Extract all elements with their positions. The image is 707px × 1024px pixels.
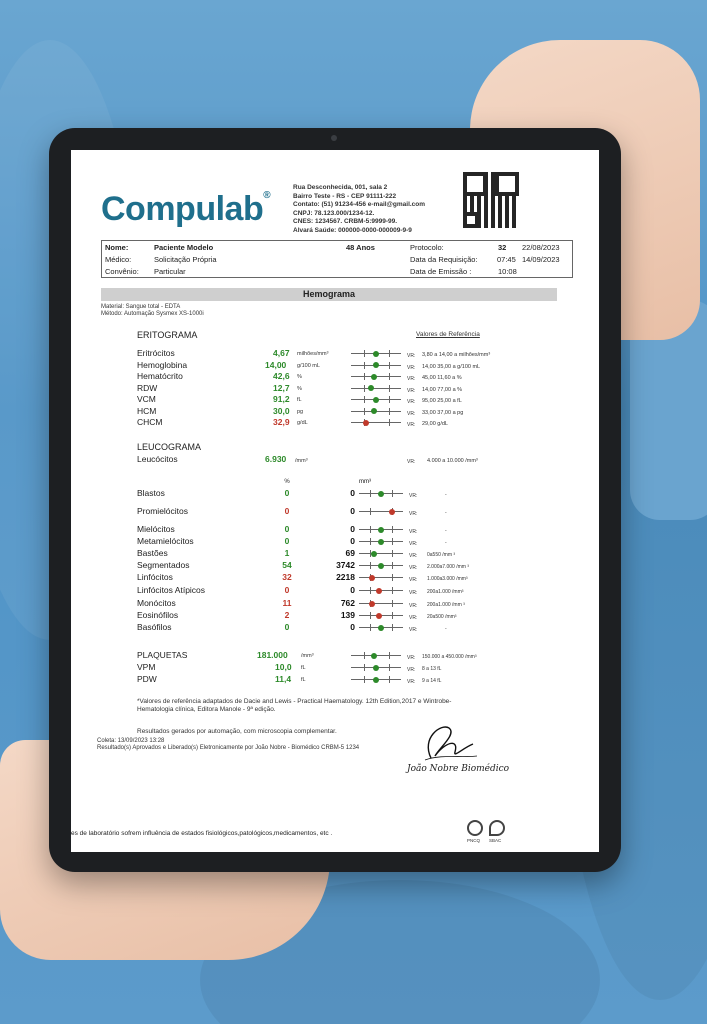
leucograma-row <box>137 598 577 609</box>
row-reference: - <box>445 528 447 534</box>
exam-title: Hemograma <box>101 288 557 301</box>
row-unit: fL <box>297 397 302 403</box>
result-marker <box>376 613 382 619</box>
leucograma-row <box>137 572 577 583</box>
row-absolute: 3742 <box>336 560 355 570</box>
row-unit: fL <box>301 665 306 671</box>
vr-label: VR: <box>409 565 418 571</box>
row-absolute: 762 <box>340 598 355 608</box>
vr-label: VR: <box>409 627 418 633</box>
result-marker <box>378 563 384 569</box>
range-gauge <box>351 418 401 427</box>
row-absolute: 0 <box>350 488 355 498</box>
range-gauge <box>359 525 403 534</box>
row-absolute: 139 <box>340 610 355 620</box>
row-label: PDW <box>137 674 157 684</box>
row-reference: - <box>445 626 447 632</box>
eritrograma-row <box>137 360 577 371</box>
row-label: Eritrócitos <box>137 348 175 358</box>
row-reference: 14,00 77,00 a % <box>422 386 463 393</box>
plaquetas-row <box>137 674 577 685</box>
eritrograma-row <box>137 406 577 417</box>
result-marker <box>378 539 384 545</box>
row-label: Linfócitos Atípicos <box>137 585 206 595</box>
row-absolute: 2218 <box>336 572 355 582</box>
sbac-seal-icon <box>489 820 505 836</box>
row-label: Basófilos <box>137 622 172 632</box>
vr-label: VR: <box>409 493 418 499</box>
vr-label: VR: <box>407 410 416 417</box>
lab-logo: Compulab® <box>101 190 271 228</box>
row-reference: - <box>445 510 447 516</box>
row-percent: 2 <box>284 610 290 620</box>
row-unit: g/dL <box>297 420 308 426</box>
range-gauge <box>351 651 401 660</box>
row-label: Metamielócitos <box>137 536 194 546</box>
row-value: 32,9 <box>273 417 290 427</box>
row-reference: 200a1.000 /mm³ <box>427 589 464 595</box>
result-marker <box>371 408 377 414</box>
row-value: 91,2 <box>273 394 290 404</box>
vr-label: VR: <box>409 590 418 596</box>
pncq-seal-icon <box>467 820 483 836</box>
row-reference: 200a1.000 /mm ³ <box>427 602 465 608</box>
range-gauge <box>351 372 401 381</box>
tablet <box>49 128 621 872</box>
row-percent: 0 <box>284 585 290 595</box>
row-label: CHCM <box>137 417 163 427</box>
row-percent: 0 <box>284 622 290 632</box>
vr-label: VR: <box>407 353 416 359</box>
range-gauge <box>351 384 401 393</box>
row-reference: 150.000 a 450.000 /mm³ <box>422 654 477 660</box>
lab-contact-info: Rua Desconhecida, 001, sala 2 Bairro Teste - RS - CEP 91111-222 Contato: (51) 91234-456 e-mail@gmail.com CNPJ: 78.123.000/1234-12. CNES: 1234567. CRBM-5:9999-99. Alvará Saúde: 000000-0000-000009-9-9 <box>293 184 426 234</box>
row-reference: 8 a 13 fL <box>422 666 442 672</box>
row-reference: 95,00 25,00 a fL <box>422 398 462 404</box>
row-reference: 14,00 35,00 a g/100 mL <box>422 363 481 370</box>
row-label: Hemoglobina <box>137 359 188 370</box>
leucograma-row <box>137 548 577 559</box>
row-reference: 9 a 14 fL <box>422 678 442 684</box>
leucograma-row <box>137 506 577 517</box>
signature-name: João Nobre Biomédico <box>407 764 510 774</box>
vr-label: VR: <box>409 553 418 559</box>
row-label: HCM <box>137 405 157 416</box>
result-marker <box>378 625 384 631</box>
range-gauge <box>359 611 403 620</box>
leuco-headers: % mm³ <box>284 479 371 485</box>
vr-label: VR: <box>407 422 416 428</box>
result-marker <box>378 527 384 533</box>
result-marker <box>369 575 375 581</box>
row-label: VCM <box>137 394 156 404</box>
row-label: Bastões <box>137 548 168 558</box>
pncq-label: PNCQ <box>467 838 481 843</box>
row-absolute: 0 <box>350 506 355 516</box>
release-info: Coleta: 13/09/2023 13:28 Resultado(s) Aprovados e Liberado(s) Eletronicamente por João Nobre - Biomédico CRBM-5 1234 <box>97 738 360 751</box>
range-gauge <box>359 507 403 516</box>
vr-label: VR: <box>407 387 416 394</box>
vr-label: VR: <box>407 655 416 661</box>
row-value: 4,67 <box>273 348 290 358</box>
range-gauge <box>359 599 403 608</box>
row-percent: 1 <box>284 548 290 558</box>
qr-code-icon[interactable] <box>463 172 519 228</box>
row-value: 181.000 <box>257 650 288 660</box>
result-marker <box>376 588 382 594</box>
row-value: 12,7 <box>273 382 290 393</box>
leucograma-row <box>137 585 577 596</box>
range-gauge <box>359 623 403 632</box>
row-label: Promielócitos <box>137 506 189 516</box>
row-unit: g/100 mL <box>297 362 320 369</box>
eritrograma-row <box>137 348 577 359</box>
row-label: Eosinófilos <box>137 610 179 620</box>
row-reference: - <box>445 540 447 546</box>
row-reference: 29,00 g/dL <box>422 421 448 427</box>
result-marker <box>373 397 379 403</box>
row-label: RDW <box>137 382 158 393</box>
vr-label: VR: <box>409 603 418 609</box>
sbac-label: SBAC <box>489 838 502 843</box>
row-value: 42,6 <box>273 371 290 381</box>
row-label: Hematócrito <box>137 371 183 381</box>
row-reference: 1.000a3.000 /mm³ <box>427 576 468 582</box>
result-marker <box>369 601 375 607</box>
row-percent: 0 <box>284 506 290 516</box>
row-percent: 0 <box>284 524 290 534</box>
result-marker <box>363 420 369 426</box>
camera-dot <box>331 135 337 141</box>
row-percent: 0 <box>284 488 290 498</box>
vr-label: VR: <box>409 541 418 547</box>
eritrograma-title: ERITOGRAMA <box>137 330 198 340</box>
leucograma-title: LEUCOGRAMA <box>137 442 202 452</box>
range-gauge <box>351 361 401 370</box>
vr-label: VR: <box>407 364 416 371</box>
leucograma-row <box>137 488 577 499</box>
range-gauge <box>351 349 401 358</box>
range-gauge <box>351 663 401 672</box>
row-unit: fL <box>301 677 306 683</box>
vr-label: VR: <box>409 615 418 621</box>
range-gauge <box>359 573 403 582</box>
result-marker <box>371 374 377 380</box>
row-label: PLAQUETAS <box>137 650 188 660</box>
result-marker <box>373 677 379 683</box>
row-absolute: 0 <box>350 524 355 534</box>
row-value: 11,4 <box>275 674 292 684</box>
range-gauge <box>359 549 403 558</box>
leucograma-row <box>137 536 577 547</box>
row-unit: % <box>297 374 302 380</box>
vr-label: VR: <box>409 577 418 583</box>
row-value: 10,0 <box>275 662 292 672</box>
row-percent: 54 <box>282 560 292 570</box>
vr-label: VR: <box>407 399 416 405</box>
signature-scribble <box>411 718 481 764</box>
plaquetas-row <box>137 662 577 673</box>
vr-label: VR: <box>407 376 416 382</box>
vr-label: VR: <box>409 529 418 535</box>
leucograma-row <box>137 524 577 535</box>
row-reference: 20a500 /mm³ <box>427 614 457 620</box>
row-unit: pg <box>297 408 304 415</box>
row-value: 30,0 <box>273 405 290 416</box>
vr-label: VR: <box>409 511 418 517</box>
reference-values-title: Valores de Referência <box>416 331 480 338</box>
row-value: 14,00 <box>265 359 287 370</box>
patient-info-box: Nome: Paciente Modelo 48 Anos Protocolo: 32 22/08/2023 Médico: Solicitação Própria Data da Requisição: 07:45 14/09/2023 Convênio: Particular Data de Emissão : 10:08 <box>101 240 573 278</box>
row-label: Segmentados <box>137 560 190 570</box>
result-marker <box>373 362 379 368</box>
vr-label: VR: <box>407 667 416 673</box>
row-reference: 45,00 11,60 a % <box>422 375 462 381</box>
reference-note: *Valores de referência adaptados de Dacie and Lewis - Practical Haematology. 12th Edition,2017 e Wintrobe- Hematologia clínica, Editora Manole - 9ª edição. <box>137 698 452 713</box>
range-gauge <box>359 561 403 570</box>
row-unit: % <box>297 385 302 392</box>
range-gauge <box>351 675 401 684</box>
vr-label: VR: <box>407 679 416 685</box>
row-label: VPM <box>137 662 156 672</box>
result-marker <box>371 653 377 659</box>
row-absolute: 0 <box>350 536 355 546</box>
row-label: Blastos <box>137 488 165 498</box>
row-percent: 0 <box>284 536 290 546</box>
row-absolute: 69 <box>345 548 355 558</box>
row-reference: - <box>445 492 447 498</box>
row-label: Mielócitos <box>137 524 175 534</box>
row-absolute: 0 <box>350 585 355 595</box>
row-unit: milhões/mm³ <box>297 351 329 357</box>
plaquetas-row <box>137 650 577 661</box>
range-gauge <box>351 395 401 404</box>
leucograma-row <box>137 622 577 633</box>
range-gauge <box>359 586 403 595</box>
result-marker <box>389 509 395 515</box>
tablet-screen <box>71 150 599 852</box>
range-gauge <box>351 407 401 416</box>
range-gauge <box>359 489 403 498</box>
row-label: Linfócitos <box>137 572 173 582</box>
exam-material: Material: Sangue total - EDTA Método: Automação Sysmex XS-1000i <box>101 304 204 317</box>
range-gauge <box>359 537 403 546</box>
result-marker <box>373 351 379 357</box>
eritrograma-row <box>137 417 577 428</box>
row-percent: 32 <box>282 572 292 582</box>
row-absolute: 0 <box>350 622 355 632</box>
row-percent: 11 <box>282 598 292 608</box>
disclaimer-text: es de laboratório sofrem influência de estados fisiológicos,patológicos,medicamentos, etc . <box>71 830 333 837</box>
row-reference: 2.000a7.000 /mm ³ <box>427 564 469 570</box>
result-marker <box>371 551 377 557</box>
automation-note: Resultados gerados por automação, com microscopia complementar. <box>137 728 337 735</box>
leucograma-row <box>137 610 577 621</box>
eritrograma-row <box>137 383 577 394</box>
eritrograma-row <box>137 394 577 405</box>
row-reference: 3,80 a 14,00 a milhões/mm³ <box>422 352 491 358</box>
result-marker <box>373 665 379 671</box>
row-reference: 33,00 37,00 a pg <box>422 409 464 416</box>
row-reference: 0a550 /mm ³ <box>427 552 456 558</box>
leucograma-row <box>137 560 577 571</box>
result-marker <box>368 385 374 391</box>
row-label: Monócitos <box>137 598 176 608</box>
leucocitos-row: Leucócitos 6.930 /mm³ VR: 4.000 a 10.000 /mm³ <box>137 454 478 465</box>
eritrograma-row <box>137 371 577 382</box>
row-unit: /mm³ <box>301 653 314 659</box>
result-marker <box>378 491 384 497</box>
